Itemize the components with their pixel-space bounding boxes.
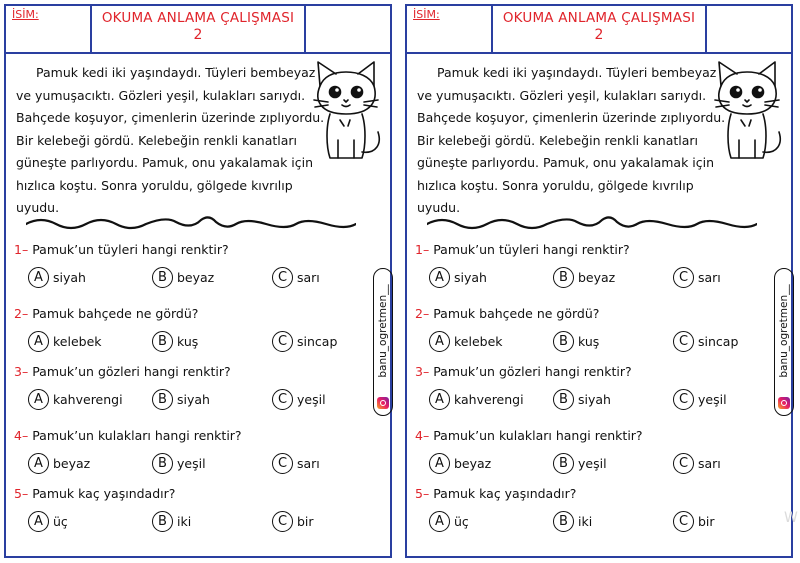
question-text: Pamuk’un tüyleri hangi renktir? <box>32 242 229 257</box>
option-text: sarı <box>698 456 721 471</box>
option-text: siyah <box>454 270 487 285</box>
option-text: sincap <box>297 334 338 349</box>
name-label: İSİM: <box>413 8 440 21</box>
story-line: Pamuk kedi iki yaşındaydı. Tüyleri bembeyaz <box>437 65 717 80</box>
option-letter-circle[interactable]: A <box>429 453 450 474</box>
question-5 <box>14 486 175 501</box>
option-text: üç <box>53 514 68 529</box>
question-3-option-c[interactable] <box>272 389 326 410</box>
story-line: Bahçede koşuyor, çimenlerin üzerinde zıplıyordu. <box>417 110 726 125</box>
question-text: Pamuk’un gözleri hangi renktir? <box>433 364 632 379</box>
question-5-option-a[interactable] <box>28 511 68 532</box>
question-text: Pamuk’un gözleri hangi renktir? <box>32 364 231 379</box>
question-2-option-b[interactable] <box>553 331 599 352</box>
question-4-option-b[interactable] <box>553 453 607 474</box>
question-4-option-c[interactable] <box>272 453 320 474</box>
worksheet-right <box>405 4 793 558</box>
option-text: siyah <box>177 392 210 407</box>
question-4-option-c[interactable] <box>673 453 721 474</box>
worksheet-title: OKUMA ANLAMA ÇALIŞMASI <box>101 10 295 26</box>
question-text: Pamuk kaç yaşındadır? <box>433 486 577 501</box>
title-cell <box>491 6 707 52</box>
option-text: kahverengi <box>53 392 123 407</box>
question-number: 3– <box>14 364 29 379</box>
question-number: 5– <box>14 486 29 501</box>
option-letter-circle[interactable]: C <box>673 389 694 410</box>
question-number: 2– <box>14 306 29 321</box>
story-line: Bir kelebeği gördü. Kelebeğin renkli kanatları <box>417 132 699 148</box>
option-letter-circle[interactable]: C <box>272 267 293 288</box>
worksheet-header <box>6 6 390 54</box>
instagram-icon <box>778 397 790 409</box>
option-letter-circle[interactable]: B <box>553 511 574 532</box>
option-letter-circle[interactable]: B <box>152 331 173 352</box>
option-text: yeşil <box>698 392 727 407</box>
option-letter-circle[interactable]: C <box>272 511 293 532</box>
worksheet-left <box>4 4 392 558</box>
author-handle: banu_ogretmen__ <box>377 284 389 378</box>
decorative-divider <box>427 212 757 232</box>
option-text: beyaz <box>454 456 492 471</box>
option-letter-circle[interactable]: A <box>429 267 450 288</box>
question-1-option-c[interactable] <box>272 267 320 288</box>
worksheet-number: 2 <box>193 27 203 43</box>
author-handle: banu_ogretmen__ <box>778 284 790 378</box>
question-3 <box>415 364 632 379</box>
question-number: 3– <box>415 364 430 379</box>
option-letter-circle[interactable]: A <box>429 331 450 352</box>
question-1-option-a[interactable] <box>429 267 487 288</box>
option-letter-circle[interactable]: C <box>272 453 293 474</box>
option-letter-circle[interactable]: A <box>28 331 49 352</box>
question-5-option-c[interactable] <box>272 511 314 532</box>
option-text: siyah <box>53 270 86 285</box>
story-line: Bahçede koşuyor, çimenlerin üzerinde zıplıyordu. <box>16 110 325 125</box>
question-text: Pamuk kaç yaşındadır? <box>32 486 176 501</box>
question-1 <box>14 242 229 257</box>
question-2-option-a[interactable] <box>429 331 503 352</box>
question-number: 1– <box>415 242 430 257</box>
option-text: yeşil <box>177 456 206 471</box>
option-letter-circle[interactable]: C <box>673 511 694 532</box>
question-5-option-b[interactable] <box>553 511 592 532</box>
question-text: Pamuk’un kulakları hangi renktir? <box>433 428 643 443</box>
name-cell <box>407 6 491 52</box>
option-text: kuş <box>177 334 199 349</box>
question-2-option-b[interactable] <box>152 331 198 352</box>
cat-illustration <box>306 56 386 166</box>
story-line: güneşte parlıyordu. Pamuk, onu yakalamak için <box>417 155 715 170</box>
question-3-option-b[interactable] <box>553 389 611 410</box>
story-text <box>417 62 732 220</box>
option-text: bir <box>698 514 715 529</box>
option-letter-circle[interactable]: B <box>553 331 574 352</box>
question-4-option-b[interactable] <box>152 453 206 474</box>
option-letter-circle[interactable]: A <box>429 389 450 410</box>
question-text: Pamuk bahçede ne gördü? <box>32 306 199 321</box>
question-4-option-a[interactable] <box>28 453 90 474</box>
question-3-option-b[interactable] <box>152 389 210 410</box>
option-text: kelebek <box>53 334 102 349</box>
instagram-icon <box>377 397 389 409</box>
option-letter-circle[interactable]: B <box>553 389 574 410</box>
question-5-option-a[interactable] <box>429 511 469 532</box>
question-1 <box>415 242 630 257</box>
option-text: iki <box>177 514 192 529</box>
name-label: İSİM: <box>12 8 39 21</box>
question-3-option-c[interactable] <box>673 389 727 410</box>
cat-illustration <box>707 56 787 166</box>
option-letter-circle[interactable]: B <box>553 267 574 288</box>
option-text: sincap <box>698 334 739 349</box>
question-number: 1– <box>14 242 29 257</box>
question-3-option-a[interactable] <box>28 389 123 410</box>
question-5-option-c[interactable] <box>673 511 715 532</box>
option-letter-circle[interactable]: A <box>429 511 450 532</box>
option-letter-circle[interactable]: C <box>272 389 293 410</box>
option-text: üç <box>454 514 469 529</box>
option-text: yeşil <box>578 456 607 471</box>
name-cell <box>6 6 90 52</box>
option-letter-circle[interactable]: B <box>553 453 574 474</box>
option-letter-circle[interactable]: A <box>28 389 49 410</box>
author-badge <box>774 268 794 416</box>
option-letter-circle[interactable]: A <box>28 267 49 288</box>
option-text: beyaz <box>578 270 616 285</box>
watermark: W <box>784 510 798 526</box>
story-line: ve yumuşacıktı. Gözleri yeşil, kulakları sarıydı. <box>417 87 707 103</box>
option-text: bir <box>297 514 314 529</box>
option-letter-circle[interactable]: C <box>673 453 694 474</box>
story-line: Bir kelebeği gördü. Kelebeğin renkli kanatları <box>16 132 298 148</box>
option-letter-circle[interactable]: B <box>152 389 173 410</box>
question-4 <box>14 428 242 443</box>
question-text: Pamuk’un kulakları hangi renktir? <box>32 428 242 443</box>
question-number: 2– <box>415 306 430 321</box>
option-text: siyah <box>578 392 611 407</box>
worksheet-number: 2 <box>594 27 604 43</box>
option-text: kelebek <box>454 334 503 349</box>
question-2-option-a[interactable] <box>28 331 102 352</box>
story-line: hızlıca koştu. Sonra yoruldu, gölgede kıvrılıp uyudu. <box>16 177 293 215</box>
story-text <box>16 62 331 220</box>
option-letter-circle[interactable]: C <box>673 331 694 352</box>
question-number: 4– <box>14 428 29 443</box>
question-1-option-b[interactable] <box>152 267 214 288</box>
question-4-option-a[interactable] <box>429 453 491 474</box>
question-text: Pamuk bahçede ne gördü? <box>433 306 600 321</box>
decorative-divider <box>26 212 356 232</box>
option-text: kuş <box>578 334 600 349</box>
question-2 <box>415 306 599 321</box>
author-badge <box>373 268 393 416</box>
worksheet-header <box>407 6 791 54</box>
question-2 <box>14 306 198 321</box>
story-line: ve yumuşacıktı. Gözleri yeşil, kulakları sarıydı. <box>16 87 306 103</box>
option-letter-circle[interactable]: C <box>673 267 694 288</box>
option-letter-circle[interactable]: A <box>28 511 49 532</box>
worksheet-title: OKUMA ANLAMA ÇALIŞMASI <box>502 10 696 26</box>
question-4 <box>415 428 643 443</box>
question-1-option-a[interactable] <box>28 267 86 288</box>
title-cell <box>90 6 306 52</box>
option-letter-circle[interactable]: B <box>152 453 173 474</box>
question-3 <box>14 364 231 379</box>
question-5-option-b[interactable] <box>152 511 191 532</box>
story-line: Pamuk kedi iki yaşındaydı. Tüyleri bembeyaz <box>36 65 316 80</box>
option-letter-circle[interactable]: C <box>272 331 293 352</box>
option-letter-circle[interactable]: B <box>152 511 173 532</box>
question-2-option-c[interactable] <box>673 331 738 352</box>
option-text: kahverengi <box>454 392 524 407</box>
option-text: yeşil <box>297 392 326 407</box>
question-1-option-c[interactable] <box>673 267 721 288</box>
option-text: iki <box>578 514 593 529</box>
question-1-option-b[interactable] <box>553 267 615 288</box>
option-text: sarı <box>698 270 721 285</box>
option-letter-circle[interactable]: B <box>152 267 173 288</box>
story-line: güneşte parlıyordu. Pamuk, onu yakalamak için <box>16 155 314 170</box>
question-2-option-c[interactable] <box>272 331 337 352</box>
story-line: hızlıca koştu. Sonra yoruldu, gölgede kıvrılıp uyudu. <box>417 177 694 215</box>
option-text: beyaz <box>177 270 215 285</box>
option-letter-circle[interactable]: A <box>28 453 49 474</box>
question-3-option-a[interactable] <box>429 389 524 410</box>
question-text: Pamuk’un tüyleri hangi renktir? <box>433 242 630 257</box>
question-number: 4– <box>415 428 430 443</box>
option-text: beyaz <box>53 456 91 471</box>
question-number: 5– <box>415 486 430 501</box>
question-5 <box>415 486 576 501</box>
option-text: sarı <box>297 456 320 471</box>
option-text: sarı <box>297 270 320 285</box>
